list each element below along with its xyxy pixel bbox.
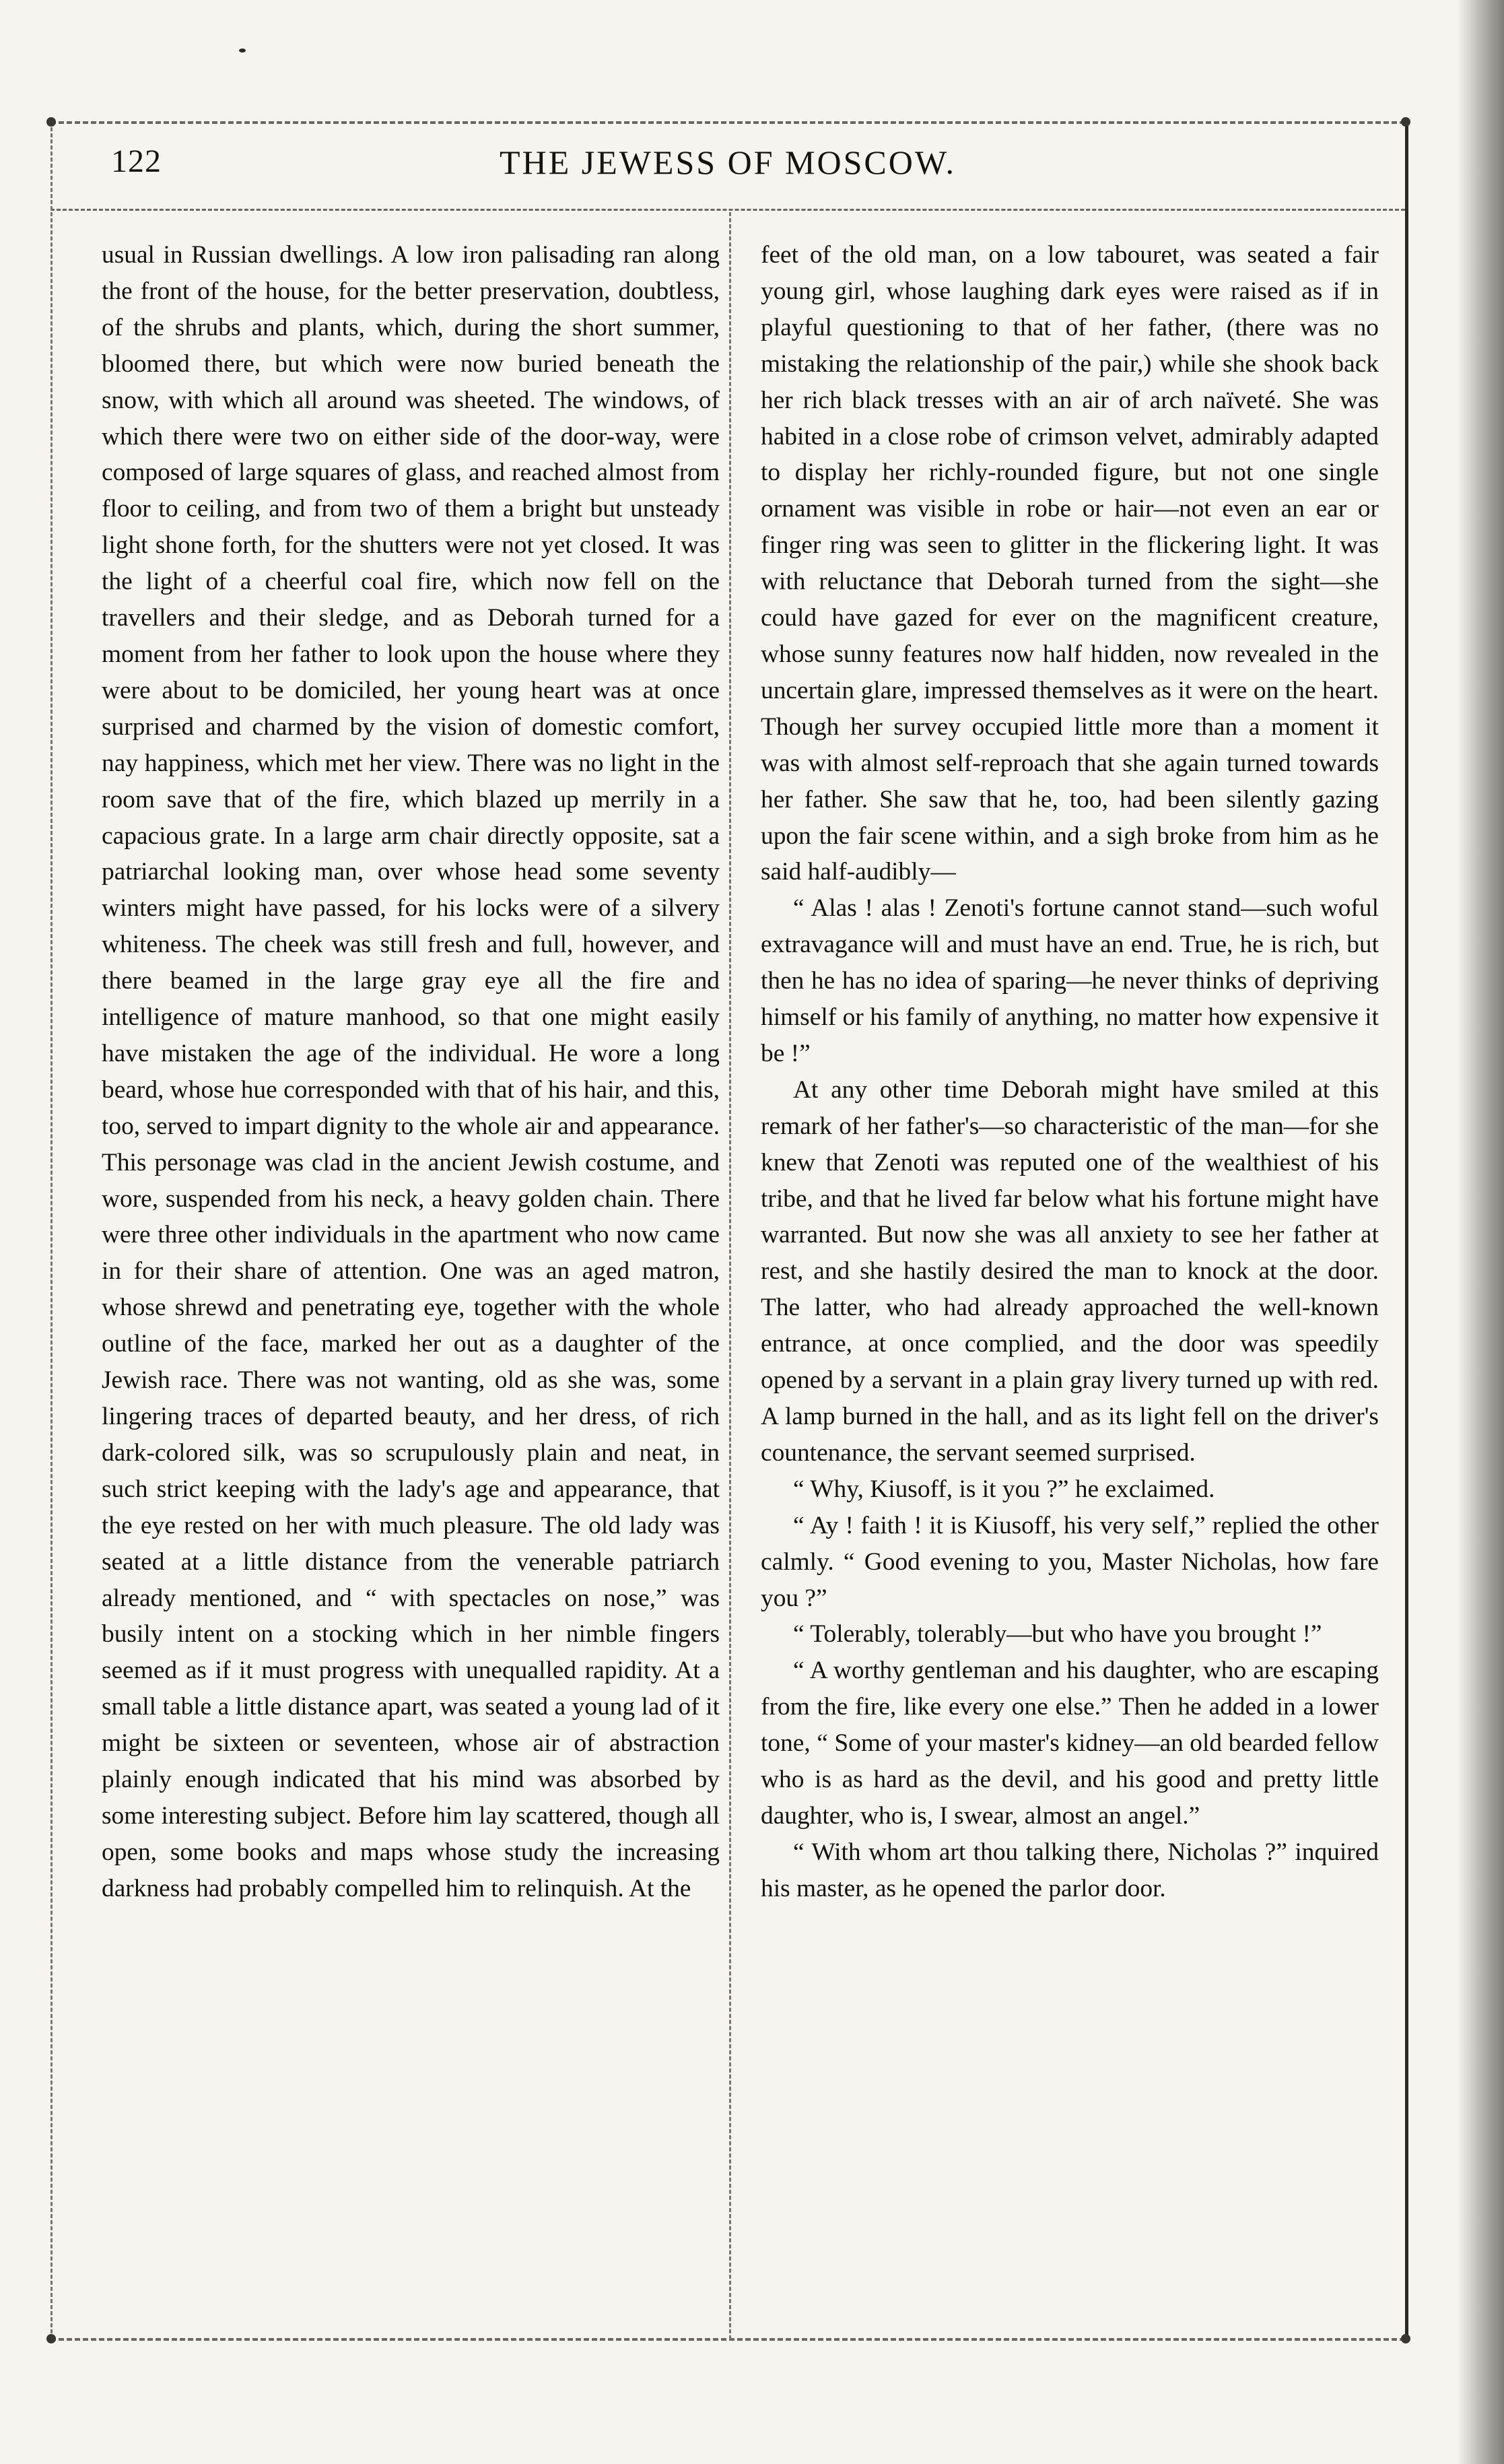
paragraph: feet of the old man, on a low tabouret, was seated a fair young girl, whose laughing dark eyes were raised as if in playful questioning to that of her father, (there was no mistaking the relationship of the pair,) while she shook back her rich black tresses with an air of arch naïveté. She was habited in a close robe of crimson velvet, admirably adapted to display her richly-rounded figure, but not one single ornament was visible in robe or hair—not even an ear or finger ring was seen to glitter in the flickering light. It was with reluctance that Deborah turned from the sight—she could have gazed for ever on the magnificent creature, whose sunny features now half hidden, now revealed in the uncertain glare, impressed themselves as it were on the heart. Though her survey occupied little more than a moment it was with almost self-reproach that she again turned towards her father. She saw that he, too, had been silently gazing upon the fair scene within, and a sigh broke from him as he said half-audibly— [761,241,1379,886]
paragraph: “ Why, Kiusoff, is it you ?” he exclaimed. [793,1475,1215,1503]
paragraph: “ Ay ! faith ! it is Kiusoff, his very self,” replied the other calmly. “ Good evening to you, Master Nicholas, how fare you ?” [761,1511,1379,1612]
right-column [761,237,1379,1907]
left-column [102,237,720,1907]
paper-speck [239,48,246,53]
bottom-border [50,2338,1405,2341]
top-border [50,121,1405,124]
left-border [50,121,53,2339]
page-number: 122 [111,143,162,179]
corner-ornament [46,2334,56,2343]
paragraph: “ Tolerably, tolerably—but who have you brought !” [793,1620,1322,1649]
paragraph: “ A worthy gentleman and his daughter, who are escaping from the fire, like every one else.” Then he added in a lower tone, “ Some of your master's kidney—an old bearded fellow who is as hard as the devil, and his good and pretty little daughter, who is, I swear, almost an angel.” [761,1657,1379,1830]
page-frame [50,101,1405,2343]
corner-ornament [46,117,56,127]
paragraph: At any other time Deborah might have smiled at this remark of her father's—so characteristic of the man—for she knew that Zenoti was reputed one of the wealthiest of his tribe, and that he lived far below what his fortune might have warranted. But now she was all anxiety to see her father at rest, and she hastily desired the man to knock at the door. The latter, who had already approached the well-known entrance, at once complied, and the door was speedily opened by a servant in a plain gray livery turned up with red. A lamp burned in the hall, and as its light fell on the driver's countenance, the servant seemed surprised. [761,1075,1379,1467]
page-edge-shadow [1457,0,1504,2464]
header-divider [50,209,1405,211]
column-divider [729,212,731,2339]
paragraph: usual in Russian dwellings. A low iron palisading ran along the front of the house, for the better preservation, doubtless, of the shrubs and plants, which, during the short summer, bloomed there, but which were now buried beneath the snow, with which all around was sheeted. The windows, of which there were two on either side of the door-way, were composed of large squares of glass, and reached almost from floor to ceiling, and from two of them a bright but unsteady light shone forth, for the shutters were not yet closed. It was the light of a cheerful coal fire, which now fell on the travellers and their sledge, and as Deborah turned for a moment from her father to look upon the house where they were about to be domiciled, her young heart was at once surprised and charmed by the vision of domestic comfort, nay happiness, which met her view. There was no light in the room save that of the fire, which blazed up merrily in a capacious grate. In a large arm chair directly opposite, sat a patriarchal looking man, over whose head some seventy winters might have passed, for his locks were of a silvery whiteness. The cheek was still fresh and full, however, and there beamed in the large gray eye all the fire and intelligence of mature manhood, so that one might easily have mistaken the age of the individual. He wore a long beard, whose hue corresponded with that of his hair, and this, too, served to impart dignity to the whole air and appearance. This personage was clad in the ancient Jewish costume, and wore, suspended from his neck, a heavy golden chain. There were three other individuals in the apartment who now came in for their share of attention. One was an aged matron, whose shrewd and penetrating eye, together with the whole outline of the face, marked her out as a daughter of the Jewish race. There was not wanting, old as she was, some lingering traces of departed beauty, and her dress, of rich dark-colored silk, was so scrupulously plain and neat, in such strict keeping with the lady's age and appearance, that the eye rested on her with much pleasure. The old lady was seated at a little distance from the venerable patriarch already mentioned, and “ with spectacles on nose,” was busily intent on a stocking which in her nimble fingers seemed as if it must progress with unequalled rapidity. At a small table a little distance apart, was seated a young lad of it might be sixteen or seventeen, whose air of abstraction plainly enough indicated that his mind was absorbed by some interesting subject. Before him lay scattered, though all open, some books and maps whose study the increasing darkness had probably compelled him to relinquish. At the [102,241,720,1902]
right-border [1405,121,1408,2339]
running-title: THE JEWESS OF MOSCOW. [500,143,956,181]
running-head [71,143,1385,197]
corner-ornament [1401,117,1410,127]
paragraph: “ With whom art thou talking there, Nicholas ?” inquired his master, as he opened the parlor door. [761,1838,1379,1902]
paragraph: “ Alas ! alas ! Zenoti's fortune cannot stand—such woful extravagance will and must have an end. True, he is rich, but then he has no idea of sparing—he never thinks of depriving himself or his family of anything, no matter how expensive it be !” [761,894,1379,1067]
corner-ornament [1401,2334,1410,2343]
